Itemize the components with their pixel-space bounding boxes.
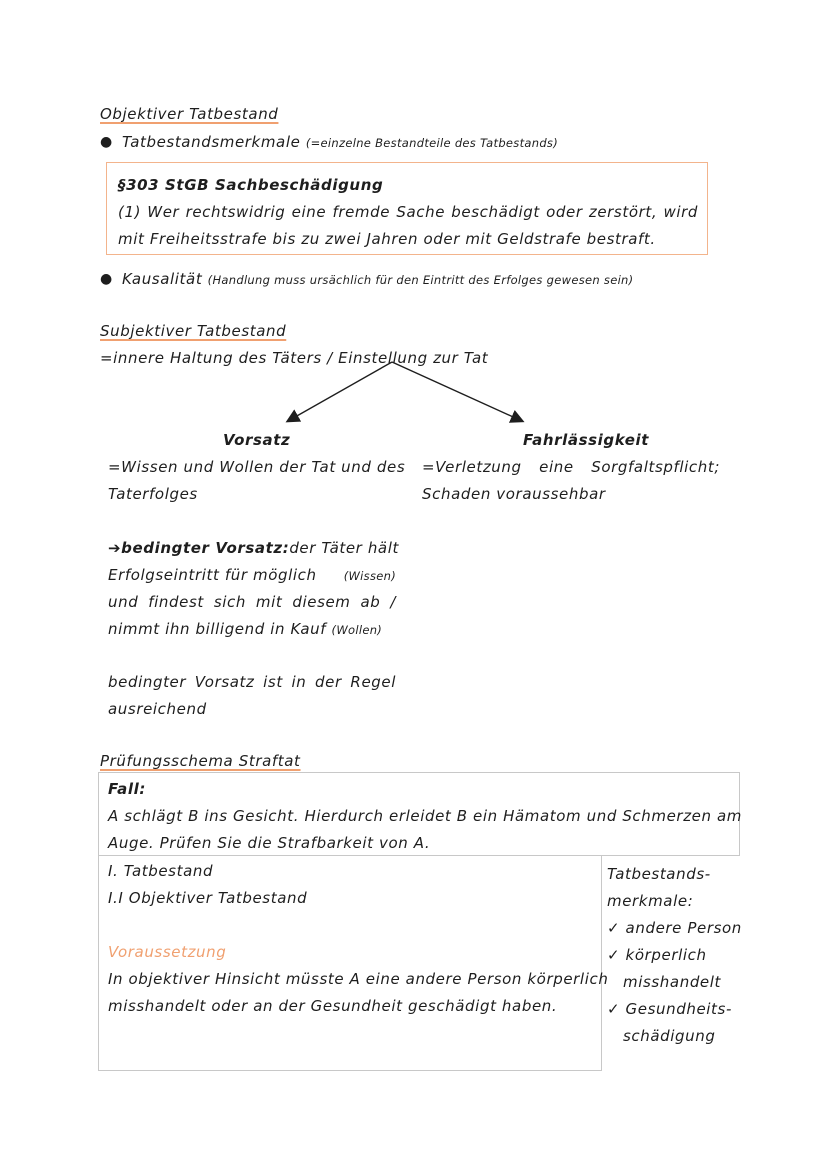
bedingt-term bbox=[108, 539, 289, 557]
bedingt-line-4 bbox=[108, 620, 382, 638]
subjektiv-definition: =innere Haltung des Täters / Einstellung zur Tat bbox=[100, 349, 489, 367]
bedingt-line-3: und findest sich mit diesem ab / bbox=[108, 593, 396, 611]
bedingt-line-2-note: (Wissen) bbox=[343, 569, 396, 583]
side-item-misshandelt: misshandelt bbox=[623, 973, 722, 991]
side-item-text: andere Person bbox=[625, 919, 742, 937]
bullet-dot: ● bbox=[100, 271, 113, 287]
schema-box bbox=[98, 855, 609, 1071]
fahrlaessigkeit-def-line-2: Schaden voraussehbar bbox=[422, 485, 606, 503]
fall-label: Fall: bbox=[108, 780, 146, 798]
bullet-dot: ● bbox=[100, 134, 113, 150]
subjektiv-heading: Subjektiver Tatbestand bbox=[100, 322, 287, 340]
side-item-gesundheit bbox=[607, 1000, 732, 1018]
arrow-to-fahrlaessigkeit bbox=[392, 362, 522, 421]
bedingt-line-2 bbox=[108, 566, 396, 584]
regel-line-1: bedingter Vorsatz ist in der Regel bbox=[108, 673, 396, 691]
arrow-icon: ➔ bbox=[108, 539, 122, 557]
tatbestand: I. Tatbestand bbox=[108, 862, 214, 880]
vorsatz-def-line-2: Taterfolges bbox=[108, 485, 198, 503]
side-title-2: merkmale: bbox=[607, 892, 694, 910]
check-icon: ✓ bbox=[607, 946, 621, 964]
check-icon: ✓ bbox=[607, 1000, 621, 1018]
fall-line-2: Auge. Prüfen Sie die Strafbarkeit von A. bbox=[108, 834, 431, 852]
check-icon: ✓ bbox=[607, 919, 621, 937]
law-line-2: mit Freiheitsstrafe bis zu zwei Jahren oder mit Geldstrafe bestraft. bbox=[118, 230, 656, 248]
pruefung-heading: Prüfungsschema Straftat bbox=[100, 752, 301, 770]
vorsatz-def-line-1: =Wissen und Wollen der Tat und des bbox=[108, 458, 406, 476]
bedingt-line-1 bbox=[108, 539, 399, 557]
side-item-text: Gesundheits- bbox=[625, 1000, 732, 1018]
arrow-to-vorsatz bbox=[288, 362, 392, 421]
bedingt-line-4-note: (Wollen) bbox=[331, 623, 383, 637]
vorsatz-title: Vorsatz bbox=[223, 431, 291, 449]
bedingt-line-4-text: nimmt ihn billigend in Kauf bbox=[108, 620, 327, 638]
schema-text-line-1: In objektiver Hinsicht müsste A eine andere Person körperlich bbox=[108, 970, 609, 988]
side-title-1: Tatbestands- bbox=[607, 865, 711, 883]
bedingt-term-text: bedingter Vorsatz: bbox=[121, 539, 290, 557]
bedingt-line-2-text: Erfolgseintritt für möglich bbox=[108, 566, 317, 584]
branch-arrows bbox=[0, 0, 828, 440]
term: Kausalität bbox=[122, 270, 203, 288]
note: (=einzelne Bestandteile des Tatbestands) bbox=[305, 136, 559, 150]
law-title: §303 StGB Sachbeschädigung bbox=[118, 176, 384, 194]
side-item-koerperlich bbox=[607, 946, 707, 964]
fall-line-1: A schlägt B ins Gesicht. Hierdurch erleidet B ein Hämatom und Schmerzen am bbox=[108, 807, 742, 825]
bedingt-line-1-rest: der Täter hält bbox=[289, 539, 399, 557]
term: Tatbestandsmerkmale bbox=[122, 133, 301, 151]
objektiv-heading: Objektiver Tatbestand bbox=[100, 105, 279, 123]
fahrlaessigkeit-def-line-1: =Verletzung eine Sorgfaltspflicht; bbox=[422, 458, 720, 476]
side-item-text: körperlich bbox=[625, 946, 707, 964]
voraussetzung: Voraussetzung bbox=[108, 943, 227, 961]
objektiver-tatbestand: I.I Objektiver Tatbestand bbox=[108, 889, 308, 907]
note: (Handlung muss ursächlich für den Eintritt des Erfolges gewesen sein) bbox=[207, 273, 634, 287]
law-line-1: (1) Wer rechtswidrig eine fremde Sache beschädigt oder zerstört, wird bbox=[118, 203, 698, 221]
side-item-andere-person bbox=[607, 919, 742, 937]
schema-text-line-2: misshandelt oder an der Gesundheit geschädigt haben. bbox=[108, 997, 558, 1015]
regel-line-2: ausreichend bbox=[108, 700, 207, 718]
side-item-schaedigung: schädigung bbox=[623, 1027, 716, 1045]
fahrlaessigkeit-title: Fahrlässigkeit bbox=[523, 431, 650, 449]
